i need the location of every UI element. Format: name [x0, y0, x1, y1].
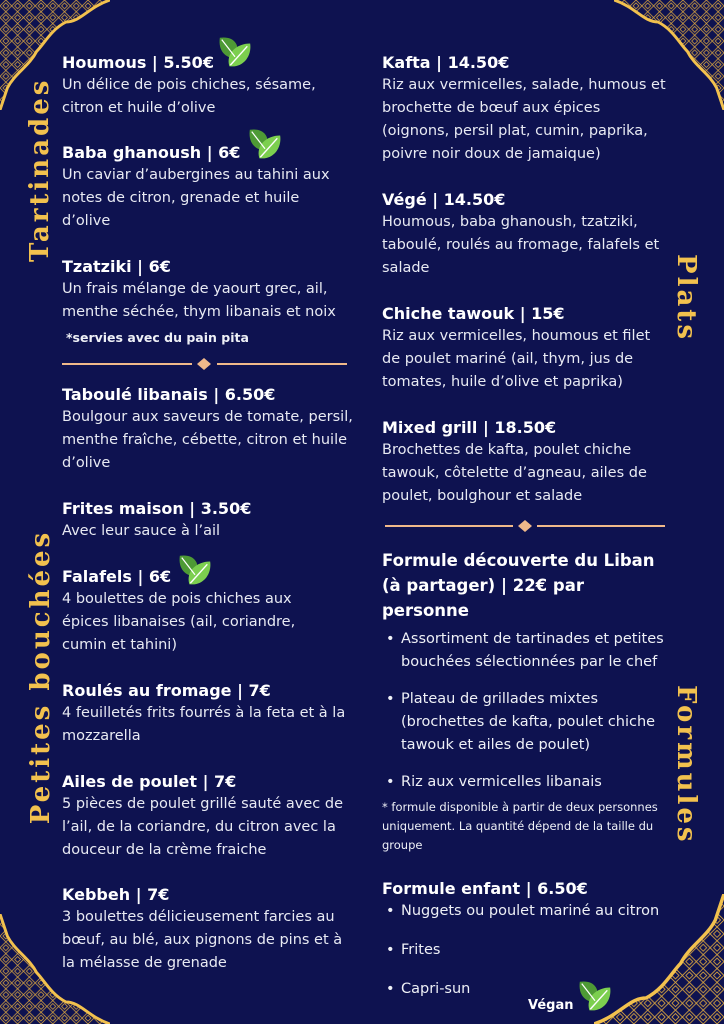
- item-description: Houmous, baba ghanoush, tzatziki, taboulé, roulés au fromage, falafels et salade: [382, 214, 660, 276]
- menu-item-kafta: [382, 52, 672, 166]
- menu-item-chiche-tawouk: [382, 303, 672, 394]
- item-description: 4 feuilletés frits fourrés à la feta et à la mozzarella: [62, 705, 346, 744]
- section-label-tartinades: Tartinades: [25, 77, 55, 262]
- pita-note: *servies avec du pain pita: [66, 330, 249, 345]
- item-title: Formule découverte du Liban (à partager) | 22€ par personne: [382, 551, 655, 620]
- vegan-leaf-icon: [216, 34, 254, 70]
- item-description: Boulgour aux saveurs de tomate, persil, menthe fraîche, cébette, citron et huile d’olive: [62, 409, 353, 471]
- menu-item-mixed-grill: [382, 417, 672, 508]
- menu-item-houmous: [62, 52, 357, 120]
- section-divider: [385, 520, 665, 532]
- menu-item-kebbeh: [62, 884, 352, 975]
- list-item: • Frites: [382, 939, 672, 962]
- item-title: Ailes de poulet | 7€: [62, 772, 237, 791]
- item-description: 3 boulettes délicieusement farcies au bœuf, au blé, aux pignons de pins et à la mélasse de grenade: [62, 909, 343, 971]
- item-title: Falafels | 6€: [62, 567, 172, 586]
- formule-enfant-list: [382, 900, 672, 1001]
- item-description: Un délice de pois chiches, sésame, citron et huile d’olive: [62, 77, 316, 116]
- item-title: Formule enfant | 6.50€: [382, 879, 588, 898]
- section-divider: [62, 358, 347, 370]
- menu-item-taboule: [62, 384, 357, 475]
- formule-decouverte-list: [382, 628, 667, 794]
- list-item: • Riz aux vermicelles libanais: [382, 771, 667, 794]
- item-title: Houmous | 5.50€: [62, 53, 214, 72]
- formule-enfant: [382, 878, 672, 1001]
- item-title: Roulés au fromage | 7€: [62, 681, 271, 700]
- section-label-plats: Plats: [671, 254, 701, 342]
- menu-item-vege: [382, 189, 667, 280]
- item-title: Mixed grill | 18.50€: [382, 418, 557, 437]
- item-description: 4 boulettes de pois chiches aux épices libanaises (ail, coriandre, cumin et tahini): [62, 591, 296, 653]
- list-item: • Plateau de grillades mixtes (brochettes de kafta, poulet chiche tawouk et ailes de poulet): [382, 688, 667, 757]
- list-item: • Capri-sun: [382, 978, 672, 1001]
- item-title: Kebbeh | 7€: [62, 885, 170, 904]
- formule-note: * formule disponible à partir de deux personnes uniquement. La quantité dépend de la taille du groupe: [382, 800, 658, 852]
- menu-item-ailes-poulet: [62, 771, 357, 862]
- item-title: Kafta | 14.50€: [382, 53, 510, 72]
- item-title: Frites maison | 3.50€: [62, 499, 252, 518]
- menu-item-frites: [62, 498, 357, 543]
- formule-decouverte: [382, 548, 667, 855]
- vegan-leaf-icon: [246, 126, 284, 162]
- item-description: Un frais mélange de yaourt grec, ail, menthe séchée, thym libanais et noix: [62, 281, 336, 320]
- section-label-petites-bouchees: Petites bouchées: [26, 529, 56, 825]
- list-item: • Nuggets ou poulet mariné au citron: [382, 900, 672, 923]
- item-description: Brochettes de kafta, poulet chiche tawouk, côtelette d’agneau, ailes de poulet, boulghour et salade: [382, 442, 647, 504]
- item-title: Tzatziki | 6€: [62, 257, 171, 276]
- item-description: 5 pièces de poulet grillé sauté avec de l’ail, de la coriandre, du citron avec la douceur de la crème fraiche: [62, 796, 344, 858]
- item-description: Un caviar d’aubergines au tahini aux notes de citron, grenade et huile d’olive: [62, 167, 330, 229]
- vegan-leaf-icon: [576, 978, 614, 1014]
- menu-item-tzatziki: [62, 256, 354, 324]
- section-label-formules: Formules: [671, 685, 701, 845]
- item-title: Baba ghanoush | 6€: [62, 143, 241, 162]
- item-title: Taboulé libanais | 6.50€: [62, 385, 276, 404]
- vegan-leaf-icon: [176, 552, 214, 588]
- item-description: Avec leur sauce à l’ail: [62, 523, 221, 539]
- vegan-legend-label: Végan: [528, 998, 574, 1013]
- menu-item-roules-fromage: [62, 680, 347, 748]
- menu-item-baba-ghanoush: [62, 142, 352, 233]
- item-description: Riz aux vermicelles, salade, humous et brochette de bœuf aux épices (oignons, persil plat, cumin, paprika, poivre noir doux de jamaique): [382, 77, 666, 162]
- item-title: Végé | 14.50€: [382, 190, 506, 209]
- item-title: Chiche tawouk | 15€: [382, 304, 565, 323]
- list-item: • Assortiment de tartinades et petites bouchées sélectionnées par le chef: [382, 628, 667, 674]
- item-description: Riz aux vermicelles, houmous et filet de poulet mariné (ail, thym, jus de tomates, huile d’olive et paprika): [382, 328, 651, 390]
